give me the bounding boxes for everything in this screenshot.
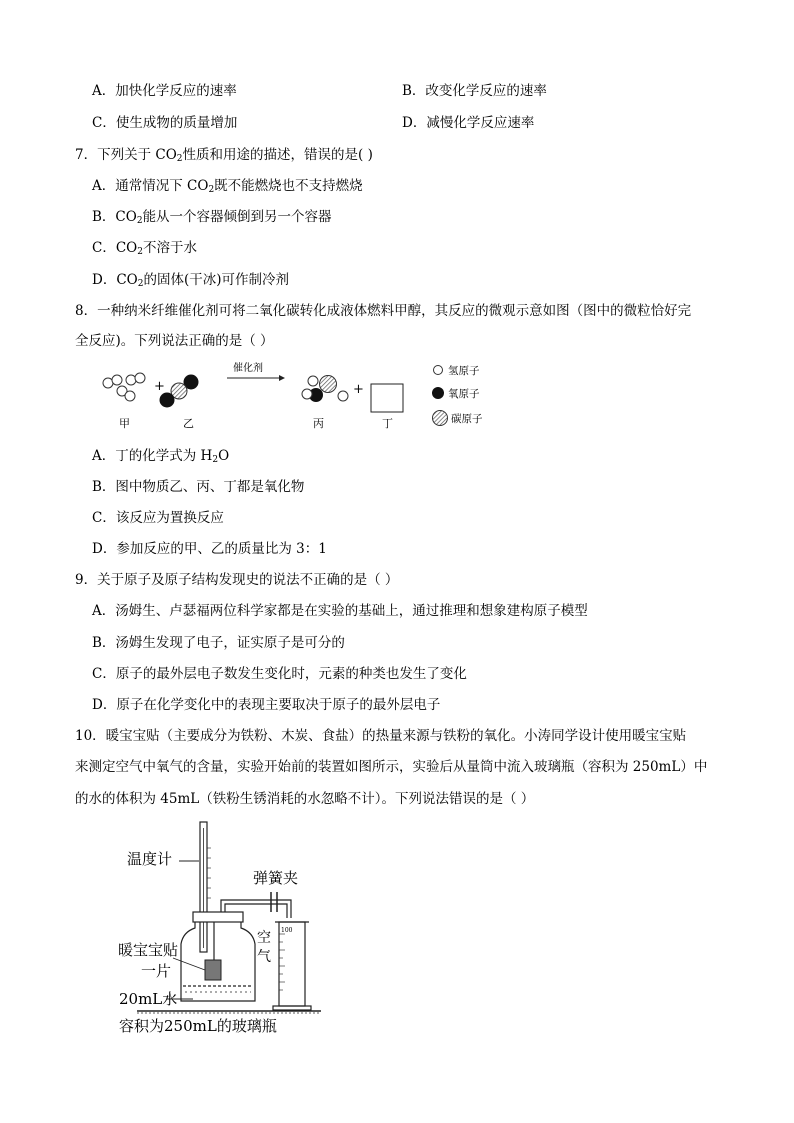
subscript: 2: [208, 185, 215, 195]
label-ding: 丁: [382, 417, 393, 430]
q10-stem-line-3: 的水的体积为 45mL（铁粉生锈消耗的水忽略不计）。下列说法错误的是（ ）: [75, 791, 535, 807]
product-bing-molecule: [302, 376, 348, 403]
plus-sign: +: [353, 382, 364, 397]
reaction-diagram: [95, 358, 505, 436]
q6-option-d: D．减慢化学反应速率: [402, 115, 535, 131]
reactant-yi-molecule: [160, 375, 199, 408]
q9-option-b: B．汤姆生发现了电子，证实原子是可分的: [92, 635, 345, 651]
q9-option-a: A．汤姆生、卢瑟福两位科学家都是在实验的基础上，通过推理和想象建构原子模型: [92, 603, 588, 619]
q7-option-c-text-2: 不溶于水: [142, 240, 197, 256]
plus-sign: +: [154, 379, 165, 394]
label-patch-1: 暖宝宝贴: [118, 941, 179, 959]
q7-option-a-text: A．通常情况下 CO: [92, 178, 209, 194]
q9-option-c: C．原子的最外层电子数发生变化时，元素的种类也发生了变化: [92, 666, 467, 682]
label-thermometer: 温度计: [127, 850, 173, 868]
glass-bottle: [181, 916, 255, 1001]
label-patch-2: 一片: [141, 962, 172, 980]
label-bing: 丙: [313, 417, 324, 430]
q10-stem-line-2: 来测定空气中氧气的含量，实验开始前的装置如图所示，实验后从量筒中流入玻璃瓶（容积为 250mL）中: [75, 759, 708, 775]
legend-hydrogen: 氢原子: [448, 365, 480, 377]
label-bottle: 容积为250mL的玻璃瓶: [119, 1017, 277, 1035]
q10-stem-line-1: 10．暖宝宝贴（主要成分为铁粉、木炭、食盐）的热量来源与铁粉的氧化。小涛同学设计使用暖宝宝贴: [75, 728, 687, 744]
q7-stem-text-2: 性质和用途的描述，错误的是( ): [182, 147, 373, 163]
q8-option-a-text-2: O: [218, 448, 230, 464]
apparatus-figure: [115, 818, 330, 1043]
subscript: 2: [136, 216, 143, 226]
label-clamp: 弹簧夹: [253, 869, 299, 887]
q8-option-b: B．图中物质乙、丙、丁都是氧化物: [92, 479, 305, 495]
reactant-jia-molecules: [103, 373, 145, 401]
cylinder-mark: 100: [281, 927, 293, 934]
q6-option-b: B．改变化学反应的速率: [402, 83, 547, 99]
q7-option-b-text: B．CO: [92, 209, 137, 225]
q8-option-a-text: A．丁的化学式为 H: [92, 448, 213, 464]
q9-option-d: D．原子在化学变化中的表现主要取决于原子的最外层电子: [92, 697, 441, 713]
label-air-1: 空: [257, 930, 271, 946]
q7-option-a: [92, 176, 363, 200]
catalyst-label: 催化剂: [233, 363, 263, 374]
legend-oxygen: 氧原子: [448, 388, 480, 400]
q7-option-d-text: D．CO: [92, 272, 138, 288]
q8-stem-line-1: 8．一种纳米纤维催化剂可将二氧化碳转化成液体燃料甲醇，其反应的微观示意如图（图中的微粒恰好完: [75, 303, 692, 319]
spring-clamp: [271, 892, 277, 912]
q8-option-d: D．参加反应的甲、乙的质量比为 3：1: [92, 541, 327, 557]
q7-option-b: [92, 207, 332, 231]
q7-option-c: [92, 238, 197, 262]
q7-option-b-text-2: 能从一个容器倾倒到另一个容器: [142, 209, 332, 225]
hydrogen-legend-icon: [434, 366, 443, 375]
graduated-cylinder: [279, 922, 305, 1006]
q7-stem: [75, 145, 373, 169]
subscript: 2: [212, 455, 219, 465]
thermometer-scale: [207, 848, 211, 898]
label-water: 20mL水: [119, 990, 178, 1008]
q7-option-c-text: C．CO: [92, 240, 138, 256]
warm-patch: [205, 960, 221, 980]
cylinder-base: [273, 1006, 311, 1010]
q8-option-c: C．该反应为置换反应: [92, 510, 224, 526]
q8-stem-line-2: 全反应)。下列说法正确的是（ ）: [75, 333, 274, 349]
label-air-2: 气: [257, 949, 271, 965]
q7-option-d-text-2: 的固体(干冰)可作制冷剂: [143, 272, 290, 288]
label-jia: 甲: [119, 417, 130, 430]
q7-option-d: [92, 270, 289, 294]
label-yi: 乙: [183, 417, 194, 430]
q7-stem-text: 7．下列关于 CO: [75, 147, 177, 163]
legend-carbon: 碳原子: [451, 413, 483, 425]
subscript: 2: [176, 154, 183, 164]
stopper: [193, 912, 243, 922]
subscript: 2: [137, 247, 143, 257]
q7-option-a-text-2: 既不能燃烧也不支持燃烧: [214, 178, 363, 194]
subscript: 2: [137, 279, 144, 289]
oxygen-legend-icon: [432, 387, 444, 399]
q9-stem: 9．关于原子及原子结构发现史的说法不正确的是（ ）: [75, 572, 399, 588]
cylinder-scale: [279, 934, 285, 990]
q6-option-c: C．使生成物的质量增加: [92, 115, 238, 131]
q6-option-a: A．加快化学反应的速率: [92, 83, 237, 99]
carbon-legend-icon: [433, 411, 448, 426]
product-ding-box: [371, 384, 403, 412]
arrow-head: [279, 375, 285, 381]
q8-option-a: [92, 446, 229, 470]
